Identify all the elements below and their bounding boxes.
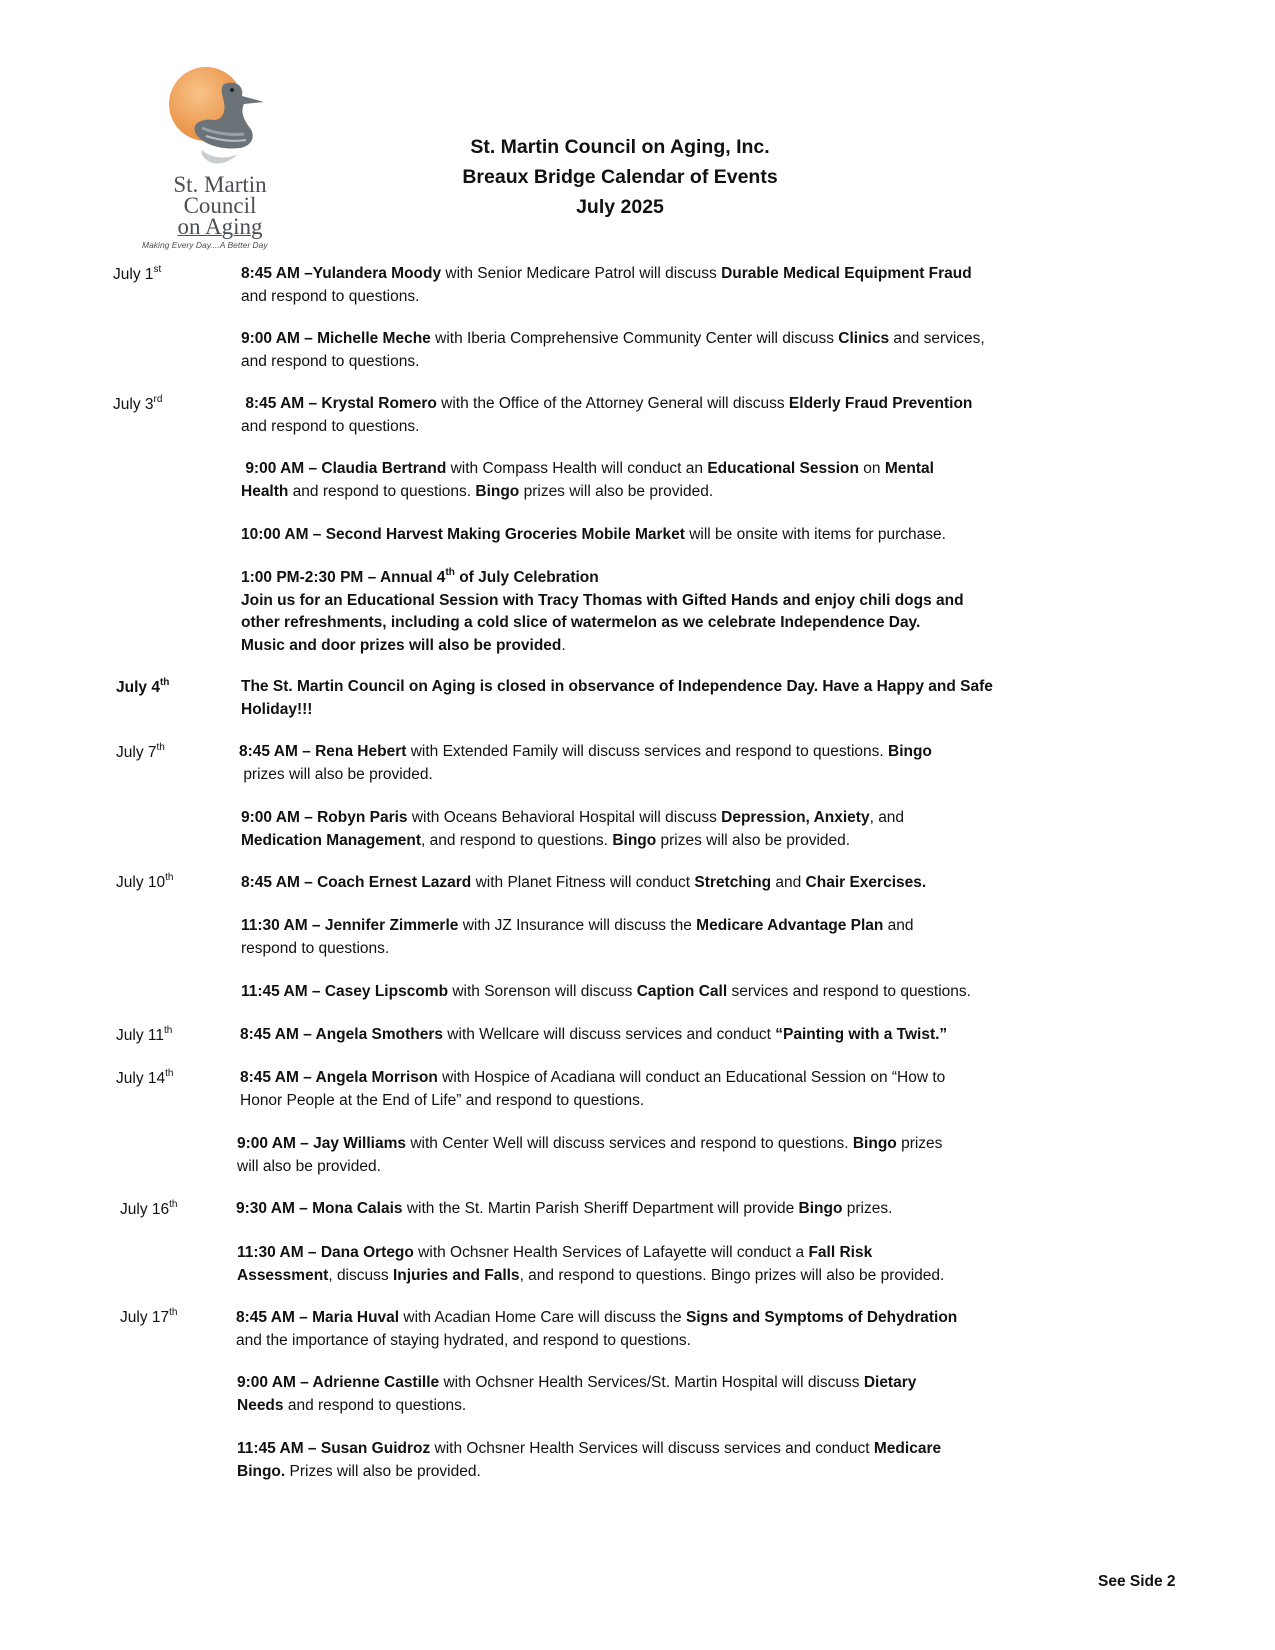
event-susan-guidroz: 11:45 AM – Susan Guidroz with Ochsner Health Services will discuss services and conduct Medicare Bingo. Prizes will also be provided. [237,1440,942,1480]
date-july-1: July 1st [113,264,162,283]
date-july-14: July 14th [116,1068,174,1087]
date-july-10: July 10th [116,872,174,891]
org-name: St. Martin Council on Aging, Inc. [470,136,770,158]
event-dana-ortego: 11:30 AM – Dana Ortego with Ochsner Health Services of Lafayette will conduct a Fall Risk Assessment, discuss Injuries and Falls, and respond to questions. Bingo prizes will also be provided. [237,1244,945,1284]
event-robyn-paris: 9:00 AM – Robyn Paris with Oceans Behavioral Hospital will discuss Depression, Anxiety, and Medication Management, and respond to questions. Bingo prizes will also be provided. [241,809,905,849]
date-july-17: July 17th [120,1307,178,1326]
event-michelle-meche: 9:00 AM – Michelle Meche with Iberia Comprehensive Community Center will discuss Clinics and services, and respond to questions. [241,330,985,370]
event-yulandera-moody: 8:45 AM –Yulandera Moody with Senior Medicare Patrol will discuss Durable Medical Equipment Fraud and respond to questions. [241,265,972,305]
event-jay-williams: 9:00 AM – Jay Williams with Center Well will discuss services and respond to questions. Bingo prizes will also be provided. [237,1135,943,1175]
calendar-title: Breaux Bridge Calendar of Events [462,166,778,188]
date-july-3: July 3rd [113,394,163,413]
event-ernest-lazard: 8:45 AM – Coach Ernest Lazard with Planet Fitness will conduct Stretching and Chair Exercises. [241,874,927,891]
event-krystal-romero: 8:45 AM – Krystal Romero with the Office of the Attorney General will discuss Elderly Fraud Prevention and respond to questions. [241,395,973,435]
event-adrienne-castille: 9:00 AM – Adrienne Castille with Ochsner Health Services/St. Martin Hospital will discuss Dietary Needs and respond to questions. [237,1374,917,1414]
event-jennifer-zimmerle: 11:30 AM – Jennifer Zimmerle with JZ Insurance will discuss the Medicare Advantage Plan and respond to questions. [241,917,914,957]
logo-line-3: on Aging [177,214,263,239]
logo-line-2: Council [183,193,257,218]
event-casey-lipscomb: 11:45 AM – Casey Lipscomb with Sorenson will discuss Caption Call services and respond to questions. [241,983,971,1000]
date-july-4: July 4th [116,677,170,696]
see-side-2-note: See Side 2 [1098,1573,1176,1590]
logo-line-1: St. Martin [173,172,267,197]
date-july-11: July 11th [116,1025,173,1044]
event-july-4th-celebration: 1:00 PM-2:30 PM – Annual 4th of July Celebration Join us for an Educational Session with Tracy Thomas with Gifted Hands and enjoy chili dogs and other refreshments, including a cold slice of watermelon as we celebrate Independence Day. Music and door prizes will also be provided. [241,567,964,654]
event-maria-huval: 8:45 AM – Maria Huval with Acadian Home Care will discuss the Signs and Symptoms of Dehydration and the importance of staying hydrated, and respond to questions. [236,1309,958,1349]
event-rena-hebert: 8:45 AM – Rena Hebert with Extended Family will discuss services and respond to questions. Bingo prizes will also be provided. [239,743,932,783]
event-claudia-bertrand: 9:00 AM – Claudia Bertrand with Compass Health will conduct an Educational Session on Mental Health and respond to questions. Bingo prizes will also be provided. [241,460,934,500]
logo-tagline: Making Every Day....A Better Day [142,240,268,250]
event-mobile-market: 10:00 AM – Second Harvest Making Groceries Mobile Market will be onsite with items for purchase. [241,526,946,543]
date-july-7: July 7th [116,742,165,761]
date-july-16: July 16th [120,1199,178,1218]
event-closed-notice: The St. Martin Council on Aging is closed in observance of Independence Day. Have a Happy and Safe Holiday!!! [241,678,993,718]
calendar-month: July 2025 [576,196,664,218]
event-angela-morrison: 8:45 AM – Angela Morrison with Hospice of Acadiana will conduct an Educational Session on “How to Honor People at the End of Life” and respond to questions. [240,1069,946,1109]
event-mona-calais: 9:30 AM – Mona Calais with the St. Martin Parish Sheriff Department will provide Bingo prizes. [236,1200,893,1217]
event-angela-smothers: 8:45 AM – Angela Smothers with Wellcare will discuss services and conduct “Painting with a Twist.” [240,1026,948,1043]
